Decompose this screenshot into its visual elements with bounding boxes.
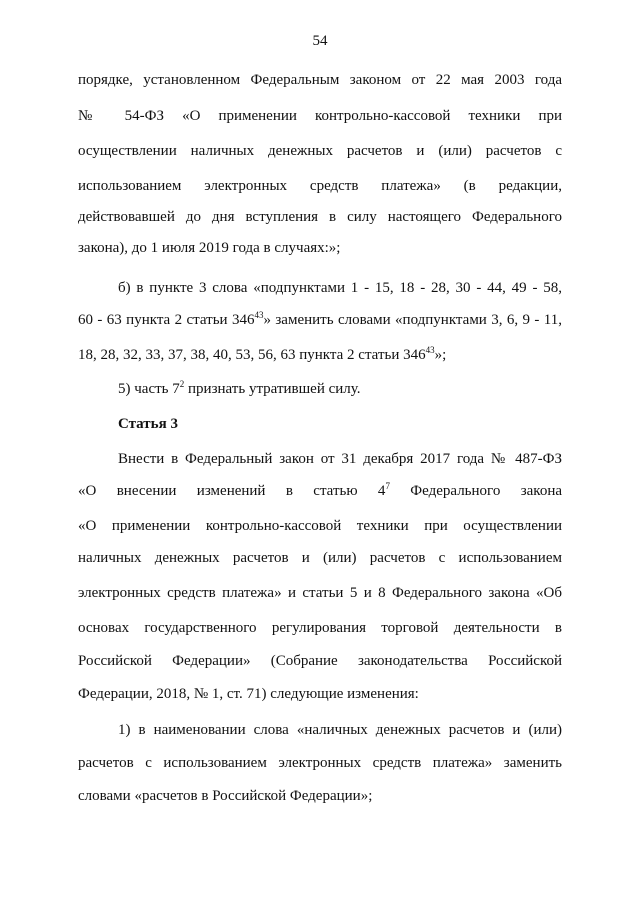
text-line <box>78 481 562 501</box>
text-line <box>78 70 562 90</box>
text-line <box>78 207 562 227</box>
text-run: Федерального закона <box>389 483 562 499</box>
superscript: 43 <box>425 345 435 355</box>
text-line <box>78 786 562 806</box>
text-run: Внести в Федеральный закон от 31 декабря 2017 года № 487-ФЗ <box>118 451 562 467</box>
text-run: использованием электронных средств платежа» (в редакции, <box>78 178 562 194</box>
text-run: словами «расчетов в Российской Федерации»; <box>78 788 373 804</box>
text-line <box>78 516 562 536</box>
text-line <box>78 310 562 330</box>
text-run: «О применении контрольно-кассовой техники при осуществлении <box>78 518 562 534</box>
text-line <box>78 583 562 603</box>
text-line <box>78 753 562 773</box>
text-line <box>78 345 562 365</box>
text-run: 60 - 63 пункта 2 статьи 346 <box>78 312 255 328</box>
text-run: № 54-ФЗ «О применении контрольно-кассовой техники при <box>78 108 562 124</box>
text-run: закона), до 1 июля 2019 года в случаях:»; <box>78 240 341 256</box>
text-run: действовавшей до дня вступления в силу настоящего Федерального <box>78 209 562 225</box>
text-run: электронных средств платежа» и статьи 5 и 8 Федерального закона «Об <box>78 585 562 601</box>
text-run: осуществлении наличных денежных расчетов и (или) расчетов с <box>78 143 562 159</box>
text-run: «О внесении изменений в статью 4 <box>78 483 386 499</box>
text-line <box>78 684 562 704</box>
text-line <box>78 548 562 568</box>
text-run: порядке, установленном Федеральным законом от 22 мая 2003 года <box>78 72 562 88</box>
text-line <box>78 651 562 671</box>
text-line <box>78 618 562 638</box>
text-line <box>118 449 562 469</box>
text-run: Федерации, 2018, № 1, ст. 71) следующие изменения: <box>78 686 419 702</box>
text-run: б) в пункте 3 слова «подпунктами 1 - 15, 18 - 28, 30 - 44, 49 - 58, <box>118 280 562 296</box>
text-line <box>78 106 562 126</box>
text-line <box>78 238 562 258</box>
text-run: 1) в наименовании слова «наличных денежных расчетов и (или) <box>118 722 562 738</box>
page-number: 54 <box>312 33 328 49</box>
text-run: » заменить словами «подпунктами 3, 6, 9 - 11, <box>263 312 562 328</box>
superscript: 43 <box>254 310 264 320</box>
text-run: 18, 28, 32, 33, 37, 38, 40, 53, 56, 63 пункта 2 статьи 346 <box>78 347 426 363</box>
text-run: Статья 3 <box>118 416 178 432</box>
text-run: 5) часть 7 <box>118 381 180 397</box>
article-heading <box>118 414 562 434</box>
text-run: Российской Федерации» (Собрание законодательства Российской <box>78 653 562 669</box>
text-line <box>78 141 562 161</box>
text-run: основах государственного регулирования торговой деятельности в <box>78 620 562 636</box>
superscript: 7 <box>385 481 390 491</box>
text-line <box>118 278 562 298</box>
text-run: признать утратившей силу. <box>184 381 361 397</box>
text-run: расчетов с использованием электронных средств платежа» заменить <box>78 755 562 771</box>
text-line <box>78 176 562 196</box>
text-line <box>118 720 562 740</box>
text-line <box>118 379 562 399</box>
superscript: 2 <box>179 379 185 389</box>
text-run: »; <box>434 347 447 363</box>
text-run: наличных денежных расчетов и (или) расчетов с использованием <box>78 550 562 566</box>
